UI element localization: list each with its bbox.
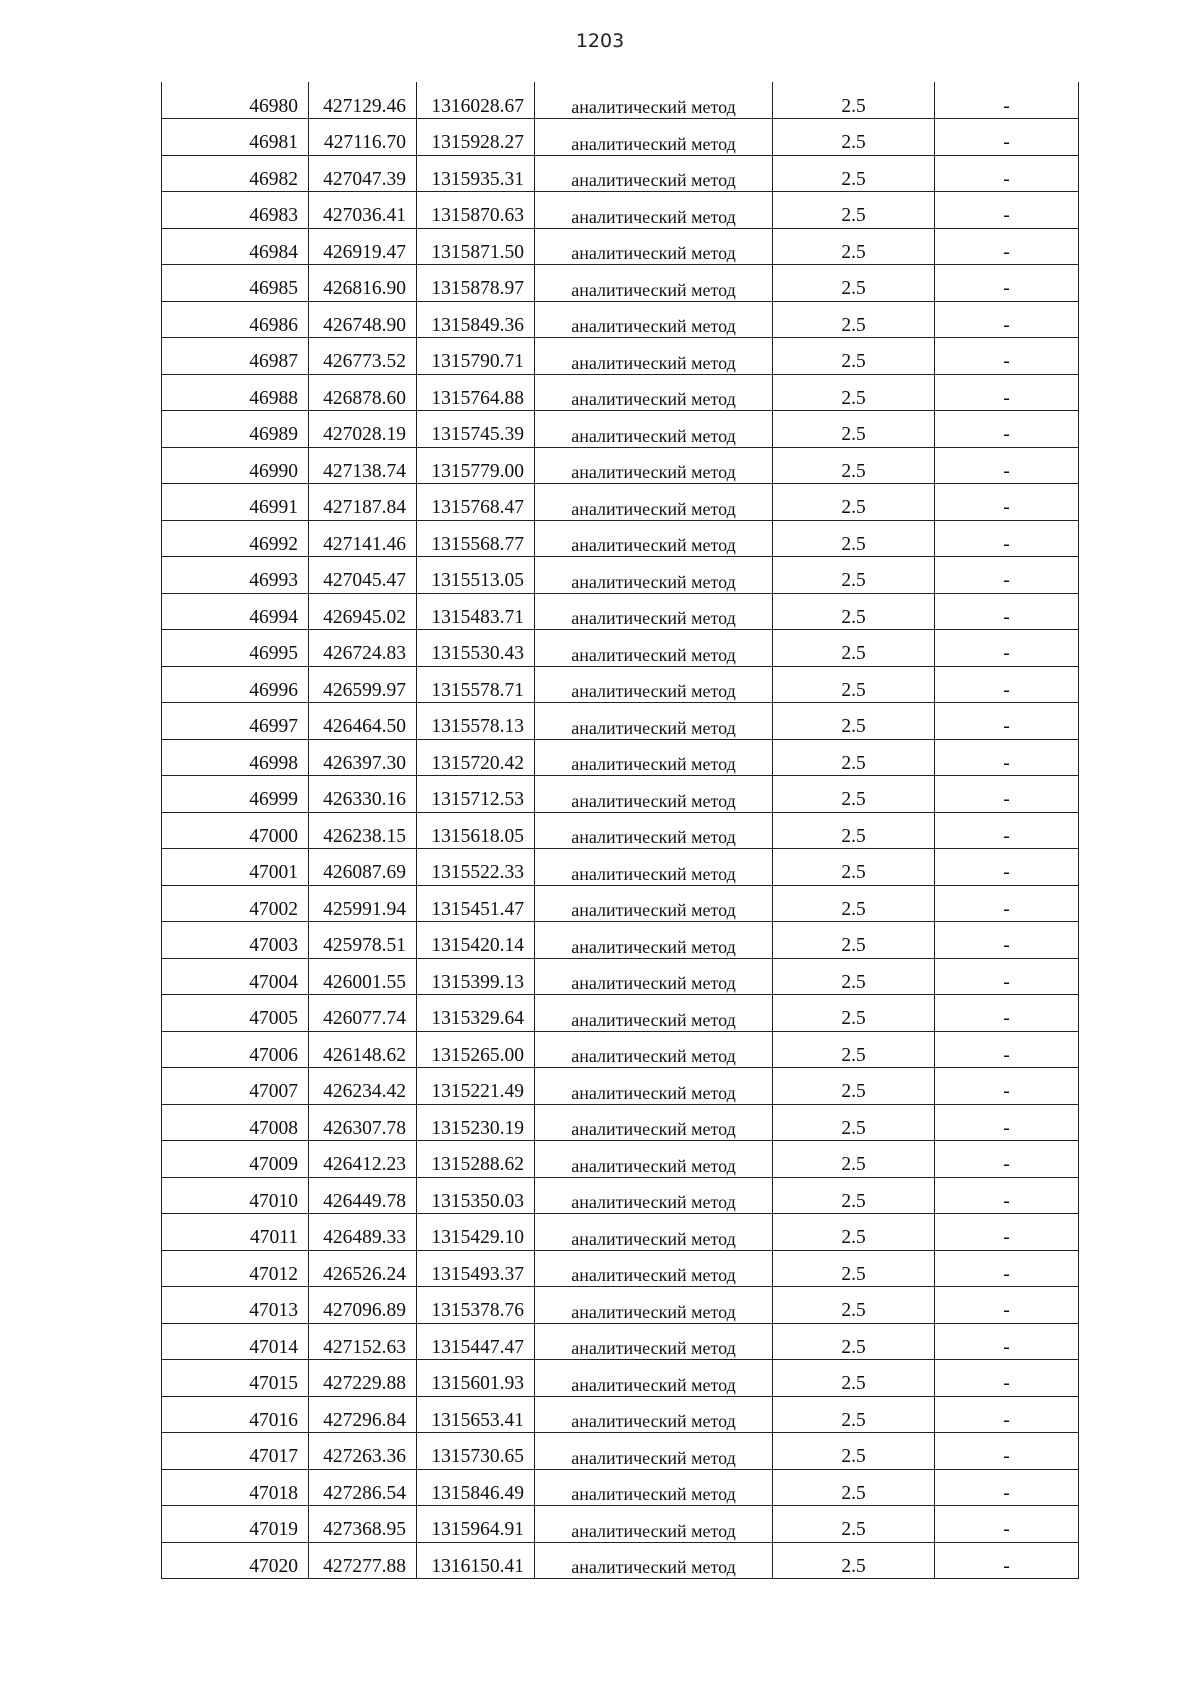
method-cell: аналитический метод (535, 411, 773, 448)
accuracy-cell: 2.5 (773, 119, 935, 156)
x-coordinate-cell: 427368.95 (309, 1506, 417, 1543)
method-cell: аналитический метод (535, 301, 773, 338)
accuracy-cell: 2.5 (773, 228, 935, 265)
x-coordinate-cell: 426234.42 (309, 1068, 417, 1105)
x-coordinate-cell: 427028.19 (309, 411, 417, 448)
method-cell: аналитический метод (535, 703, 773, 740)
note-cell: - (935, 1469, 1079, 1506)
note-cell: - (935, 812, 1079, 849)
accuracy-cell: 2.5 (773, 1068, 935, 1105)
page-number: 1203 (575, 30, 625, 52)
accuracy-cell: 2.5 (773, 739, 935, 776)
method-cell: аналитический метод (535, 155, 773, 192)
method-cell: аналитический метод (535, 1396, 773, 1433)
table-row (162, 119, 1079, 156)
method-cell: аналитический метод (535, 1214, 773, 1251)
note-cell: - (935, 411, 1079, 448)
y-coordinate-cell: 1315935.31 (417, 155, 535, 192)
accuracy-cell: 2.5 (773, 630, 935, 667)
x-coordinate-cell: 426773.52 (309, 338, 417, 375)
accuracy-cell: 2.5 (773, 1287, 935, 1324)
accuracy-cell: 2.5 (773, 1433, 935, 1470)
accuracy-cell: 2.5 (773, 1104, 935, 1141)
y-coordinate-cell: 1315578.13 (417, 703, 535, 740)
table-row (162, 411, 1079, 448)
x-coordinate-cell: 427152.63 (309, 1323, 417, 1360)
table-row (162, 666, 1079, 703)
note-cell: - (935, 301, 1079, 338)
accuracy-cell: 2.5 (773, 447, 935, 484)
y-coordinate-cell: 1315928.27 (417, 119, 535, 156)
note-cell: - (935, 228, 1079, 265)
note-cell: - (935, 922, 1079, 959)
method-cell: аналитический метод (535, 593, 773, 630)
note-cell: - (935, 192, 1079, 229)
method-cell: аналитический метод (535, 1433, 773, 1470)
method-cell: аналитический метод (535, 119, 773, 156)
x-coordinate-cell: 426945.02 (309, 593, 417, 630)
y-coordinate-cell: 1315846.49 (417, 1469, 535, 1506)
point-number-cell: 46984 (162, 228, 309, 265)
accuracy-cell: 2.5 (773, 849, 935, 886)
point-number-cell: 46983 (162, 192, 309, 229)
table-row (162, 1433, 1079, 1470)
table-row (162, 447, 1079, 484)
note-cell: - (935, 995, 1079, 1032)
note-cell: - (935, 1542, 1079, 1579)
y-coordinate-cell: 1315329.64 (417, 995, 535, 1032)
table-row (162, 520, 1079, 557)
x-coordinate-cell: 426238.15 (309, 812, 417, 849)
accuracy-cell: 2.5 (773, 338, 935, 375)
accuracy-cell: 2.5 (773, 520, 935, 557)
table-row (162, 1214, 1079, 1251)
method-cell: аналитический метод (535, 520, 773, 557)
method-cell: аналитический метод (535, 1287, 773, 1324)
note-cell: - (935, 338, 1079, 375)
method-cell: аналитический метод (535, 557, 773, 594)
table-row (162, 82, 1079, 119)
point-number-cell: 47001 (162, 849, 309, 886)
y-coordinate-cell: 1315429.10 (417, 1214, 535, 1251)
accuracy-cell: 2.5 (773, 1323, 935, 1360)
point-number-cell: 46995 (162, 630, 309, 667)
point-number-cell: 47019 (162, 1506, 309, 1543)
y-coordinate-cell: 1315712.53 (417, 776, 535, 813)
method-cell: аналитический метод (535, 776, 773, 813)
point-number-cell: 46994 (162, 593, 309, 630)
y-coordinate-cell: 1315522.33 (417, 849, 535, 886)
point-number-cell: 47017 (162, 1433, 309, 1470)
table-row (162, 995, 1079, 1032)
note-cell: - (935, 155, 1079, 192)
y-coordinate-cell: 1315578.71 (417, 666, 535, 703)
accuracy-cell: 2.5 (773, 1250, 935, 1287)
point-number-cell: 47020 (162, 1542, 309, 1579)
note-cell: - (935, 849, 1079, 886)
accuracy-cell: 2.5 (773, 922, 935, 959)
point-number-cell: 47000 (162, 812, 309, 849)
table-row (162, 192, 1079, 229)
y-coordinate-cell: 1315493.37 (417, 1250, 535, 1287)
y-coordinate-cell: 1315221.49 (417, 1068, 535, 1105)
method-cell: аналитический метод (535, 374, 773, 411)
method-cell: аналитический метод (535, 1506, 773, 1543)
x-coordinate-cell: 427138.74 (309, 447, 417, 484)
note-cell: - (935, 374, 1079, 411)
y-coordinate-cell: 1315964.91 (417, 1506, 535, 1543)
note-cell: - (935, 739, 1079, 776)
table-row (162, 630, 1079, 667)
y-coordinate-cell: 1316028.67 (417, 82, 535, 119)
table-row (162, 484, 1079, 521)
table-row (162, 812, 1079, 849)
table-row (162, 739, 1079, 776)
y-coordinate-cell: 1315878.97 (417, 265, 535, 302)
note-cell: - (935, 1396, 1079, 1433)
accuracy-cell: 2.5 (773, 484, 935, 521)
method-cell: аналитический метод (535, 192, 773, 229)
table-row (162, 557, 1079, 594)
method-cell: аналитический метод (535, 1177, 773, 1214)
accuracy-cell: 2.5 (773, 1141, 935, 1178)
point-number-cell: 46982 (162, 155, 309, 192)
note-cell: - (935, 958, 1079, 995)
x-coordinate-cell: 427263.36 (309, 1433, 417, 1470)
y-coordinate-cell: 1315265.00 (417, 1031, 535, 1068)
note-cell: - (935, 447, 1079, 484)
accuracy-cell: 2.5 (773, 1031, 935, 1068)
y-coordinate-cell: 1315399.13 (417, 958, 535, 995)
accuracy-cell: 2.5 (773, 1542, 935, 1579)
y-coordinate-cell: 1315350.03 (417, 1177, 535, 1214)
note-cell: - (935, 666, 1079, 703)
accuracy-cell: 2.5 (773, 1214, 935, 1251)
note-cell: - (935, 776, 1079, 813)
accuracy-cell: 2.5 (773, 958, 935, 995)
y-coordinate-cell: 1315779.00 (417, 447, 535, 484)
table-row (162, 1542, 1079, 1579)
y-coordinate-cell: 1315513.05 (417, 557, 535, 594)
x-coordinate-cell: 425991.94 (309, 885, 417, 922)
table-row (162, 1177, 1079, 1214)
note-cell: - (935, 1068, 1079, 1105)
note-cell: - (935, 1287, 1079, 1324)
point-number-cell: 47015 (162, 1360, 309, 1397)
x-coordinate-cell: 427047.39 (309, 155, 417, 192)
method-cell: аналитический метод (535, 265, 773, 302)
accuracy-cell: 2.5 (773, 703, 935, 740)
note-cell: - (935, 520, 1079, 557)
method-cell: аналитический метод (535, 82, 773, 119)
method-cell: аналитический метод (535, 812, 773, 849)
method-cell: аналитический метод (535, 922, 773, 959)
accuracy-cell: 2.5 (773, 82, 935, 119)
table-body (162, 82, 1079, 1579)
x-coordinate-cell: 427286.54 (309, 1469, 417, 1506)
accuracy-cell: 2.5 (773, 1396, 935, 1433)
method-cell: аналитический метод (535, 447, 773, 484)
accuracy-cell: 2.5 (773, 301, 935, 338)
table-row (162, 1068, 1079, 1105)
accuracy-cell: 2.5 (773, 812, 935, 849)
method-cell: аналитический метод (535, 1542, 773, 1579)
method-cell: аналитический метод (535, 630, 773, 667)
x-coordinate-cell: 427296.84 (309, 1396, 417, 1433)
accuracy-cell: 2.5 (773, 1469, 935, 1506)
point-number-cell: 46997 (162, 703, 309, 740)
x-coordinate-cell: 426087.69 (309, 849, 417, 886)
table-row (162, 228, 1079, 265)
table-row (162, 1031, 1079, 1068)
x-coordinate-cell: 426397.30 (309, 739, 417, 776)
point-number-cell: 47004 (162, 958, 309, 995)
y-coordinate-cell: 1315790.71 (417, 338, 535, 375)
note-cell: - (935, 1433, 1079, 1470)
accuracy-cell: 2.5 (773, 557, 935, 594)
method-cell: аналитический метод (535, 885, 773, 922)
x-coordinate-cell: 426464.50 (309, 703, 417, 740)
point-number-cell: 47014 (162, 1323, 309, 1360)
x-coordinate-cell: 426526.24 (309, 1250, 417, 1287)
x-coordinate-cell: 426816.90 (309, 265, 417, 302)
x-coordinate-cell: 427045.47 (309, 557, 417, 594)
y-coordinate-cell: 1315447.47 (417, 1323, 535, 1360)
method-cell: аналитический метод (535, 1360, 773, 1397)
coordinates-table (161, 82, 1079, 1579)
method-cell: аналитический метод (535, 739, 773, 776)
y-coordinate-cell: 1315730.65 (417, 1433, 535, 1470)
table-row (162, 1323, 1079, 1360)
x-coordinate-cell: 427229.88 (309, 1360, 417, 1397)
accuracy-cell: 2.5 (773, 1177, 935, 1214)
y-coordinate-cell: 1315601.93 (417, 1360, 535, 1397)
x-coordinate-cell: 426077.74 (309, 995, 417, 1032)
x-coordinate-cell: 425978.51 (309, 922, 417, 959)
point-number-cell: 47007 (162, 1068, 309, 1105)
point-number-cell: 46991 (162, 484, 309, 521)
table-row (162, 849, 1079, 886)
y-coordinate-cell: 1315849.36 (417, 301, 535, 338)
point-number-cell: 47003 (162, 922, 309, 959)
table-row (162, 301, 1079, 338)
point-number-cell: 47009 (162, 1141, 309, 1178)
point-number-cell: 46986 (162, 301, 309, 338)
point-number-cell: 47013 (162, 1287, 309, 1324)
table-row (162, 703, 1079, 740)
y-coordinate-cell: 1315870.63 (417, 192, 535, 229)
accuracy-cell: 2.5 (773, 885, 935, 922)
point-number-cell: 46988 (162, 374, 309, 411)
y-coordinate-cell: 1315653.41 (417, 1396, 535, 1433)
note-cell: - (935, 1141, 1079, 1178)
method-cell: аналитический метод (535, 1104, 773, 1141)
x-coordinate-cell: 427187.84 (309, 484, 417, 521)
y-coordinate-cell: 1315745.39 (417, 411, 535, 448)
note-cell: - (935, 1506, 1079, 1543)
accuracy-cell: 2.5 (773, 776, 935, 813)
note-cell: - (935, 630, 1079, 667)
note-cell: - (935, 82, 1079, 119)
y-coordinate-cell: 1315483.71 (417, 593, 535, 630)
x-coordinate-cell: 426599.97 (309, 666, 417, 703)
point-number-cell: 46990 (162, 447, 309, 484)
y-coordinate-cell: 1316150.41 (417, 1542, 535, 1579)
table-row (162, 1250, 1079, 1287)
note-cell: - (935, 1177, 1079, 1214)
accuracy-cell: 2.5 (773, 666, 935, 703)
table-row (162, 1469, 1079, 1506)
x-coordinate-cell: 426449.78 (309, 1177, 417, 1214)
y-coordinate-cell: 1315288.62 (417, 1141, 535, 1178)
x-coordinate-cell: 426412.23 (309, 1141, 417, 1178)
table-row (162, 958, 1079, 995)
x-coordinate-cell: 426724.83 (309, 630, 417, 667)
y-coordinate-cell: 1315530.43 (417, 630, 535, 667)
note-cell: - (935, 119, 1079, 156)
point-number-cell: 46999 (162, 776, 309, 813)
method-cell: аналитический метод (535, 1031, 773, 1068)
table-row (162, 1104, 1079, 1141)
point-number-cell: 47005 (162, 995, 309, 1032)
y-coordinate-cell: 1315451.47 (417, 885, 535, 922)
note-cell: - (935, 885, 1079, 922)
y-coordinate-cell: 1315871.50 (417, 228, 535, 265)
method-cell: аналитический метод (535, 1250, 773, 1287)
method-cell: аналитический метод (535, 484, 773, 521)
table-row (162, 1360, 1079, 1397)
accuracy-cell: 2.5 (773, 1360, 935, 1397)
method-cell: аналитический метод (535, 1323, 773, 1360)
accuracy-cell: 2.5 (773, 995, 935, 1032)
method-cell: аналитический метод (535, 995, 773, 1032)
y-coordinate-cell: 1315568.77 (417, 520, 535, 557)
table-row (162, 1506, 1079, 1543)
table-row (162, 776, 1079, 813)
accuracy-cell: 2.5 (773, 1506, 935, 1543)
point-number-cell: 46992 (162, 520, 309, 557)
method-cell: аналитический метод (535, 958, 773, 995)
point-number-cell: 47012 (162, 1250, 309, 1287)
point-number-cell: 46998 (162, 739, 309, 776)
table-row (162, 885, 1079, 922)
x-coordinate-cell: 427096.89 (309, 1287, 417, 1324)
table-row (162, 265, 1079, 302)
table-row (162, 374, 1079, 411)
y-coordinate-cell: 1315764.88 (417, 374, 535, 411)
point-number-cell: 46993 (162, 557, 309, 594)
x-coordinate-cell: 426148.62 (309, 1031, 417, 1068)
point-number-cell: 46996 (162, 666, 309, 703)
table-row (162, 338, 1079, 375)
x-coordinate-cell: 426330.16 (309, 776, 417, 813)
accuracy-cell: 2.5 (773, 155, 935, 192)
x-coordinate-cell: 426878.60 (309, 374, 417, 411)
note-cell: - (935, 484, 1079, 521)
point-number-cell: 47016 (162, 1396, 309, 1433)
point-number-cell: 47018 (162, 1469, 309, 1506)
method-cell: аналитический метод (535, 1469, 773, 1506)
x-coordinate-cell: 426307.78 (309, 1104, 417, 1141)
x-coordinate-cell: 427141.46 (309, 520, 417, 557)
point-number-cell: 47006 (162, 1031, 309, 1068)
accuracy-cell: 2.5 (773, 265, 935, 302)
method-cell: аналитический метод (535, 228, 773, 265)
accuracy-cell: 2.5 (773, 411, 935, 448)
note-cell: - (935, 1214, 1079, 1251)
note-cell: - (935, 1104, 1079, 1141)
table-row (162, 155, 1079, 192)
point-number-cell: 46987 (162, 338, 309, 375)
note-cell: - (935, 1250, 1079, 1287)
table-row (162, 593, 1079, 630)
x-coordinate-cell: 426489.33 (309, 1214, 417, 1251)
x-coordinate-cell: 426748.90 (309, 301, 417, 338)
y-coordinate-cell: 1315768.47 (417, 484, 535, 521)
point-number-cell: 47010 (162, 1177, 309, 1214)
table-row (162, 1141, 1079, 1178)
y-coordinate-cell: 1315618.05 (417, 812, 535, 849)
note-cell: - (935, 557, 1079, 594)
table-row (162, 1396, 1079, 1433)
point-number-cell: 46980 (162, 82, 309, 119)
point-number-cell: 46985 (162, 265, 309, 302)
point-number-cell: 47008 (162, 1104, 309, 1141)
method-cell: аналитический метод (535, 338, 773, 375)
method-cell: аналитический метод (535, 849, 773, 886)
x-coordinate-cell: 426919.47 (309, 228, 417, 265)
note-cell: - (935, 1031, 1079, 1068)
method-cell: аналитический метод (535, 1141, 773, 1178)
y-coordinate-cell: 1315420.14 (417, 922, 535, 959)
table-row (162, 1287, 1079, 1324)
point-number-cell: 46981 (162, 119, 309, 156)
note-cell: - (935, 1323, 1079, 1360)
method-cell: аналитический метод (535, 1068, 773, 1105)
point-number-cell: 46989 (162, 411, 309, 448)
x-coordinate-cell: 427277.88 (309, 1542, 417, 1579)
note-cell: - (935, 593, 1079, 630)
x-coordinate-cell: 426001.55 (309, 958, 417, 995)
table-row (162, 922, 1079, 959)
x-coordinate-cell: 427036.41 (309, 192, 417, 229)
note-cell: - (935, 703, 1079, 740)
accuracy-cell: 2.5 (773, 192, 935, 229)
accuracy-cell: 2.5 (773, 374, 935, 411)
y-coordinate-cell: 1315720.42 (417, 739, 535, 776)
note-cell: - (935, 1360, 1079, 1397)
point-number-cell: 47011 (162, 1214, 309, 1251)
y-coordinate-cell: 1315378.76 (417, 1287, 535, 1324)
y-coordinate-cell: 1315230.19 (417, 1104, 535, 1141)
note-cell: - (935, 265, 1079, 302)
x-coordinate-cell: 427129.46 (309, 82, 417, 119)
accuracy-cell: 2.5 (773, 593, 935, 630)
x-coordinate-cell: 427116.70 (309, 119, 417, 156)
method-cell: аналитический метод (535, 666, 773, 703)
point-number-cell: 47002 (162, 885, 309, 922)
